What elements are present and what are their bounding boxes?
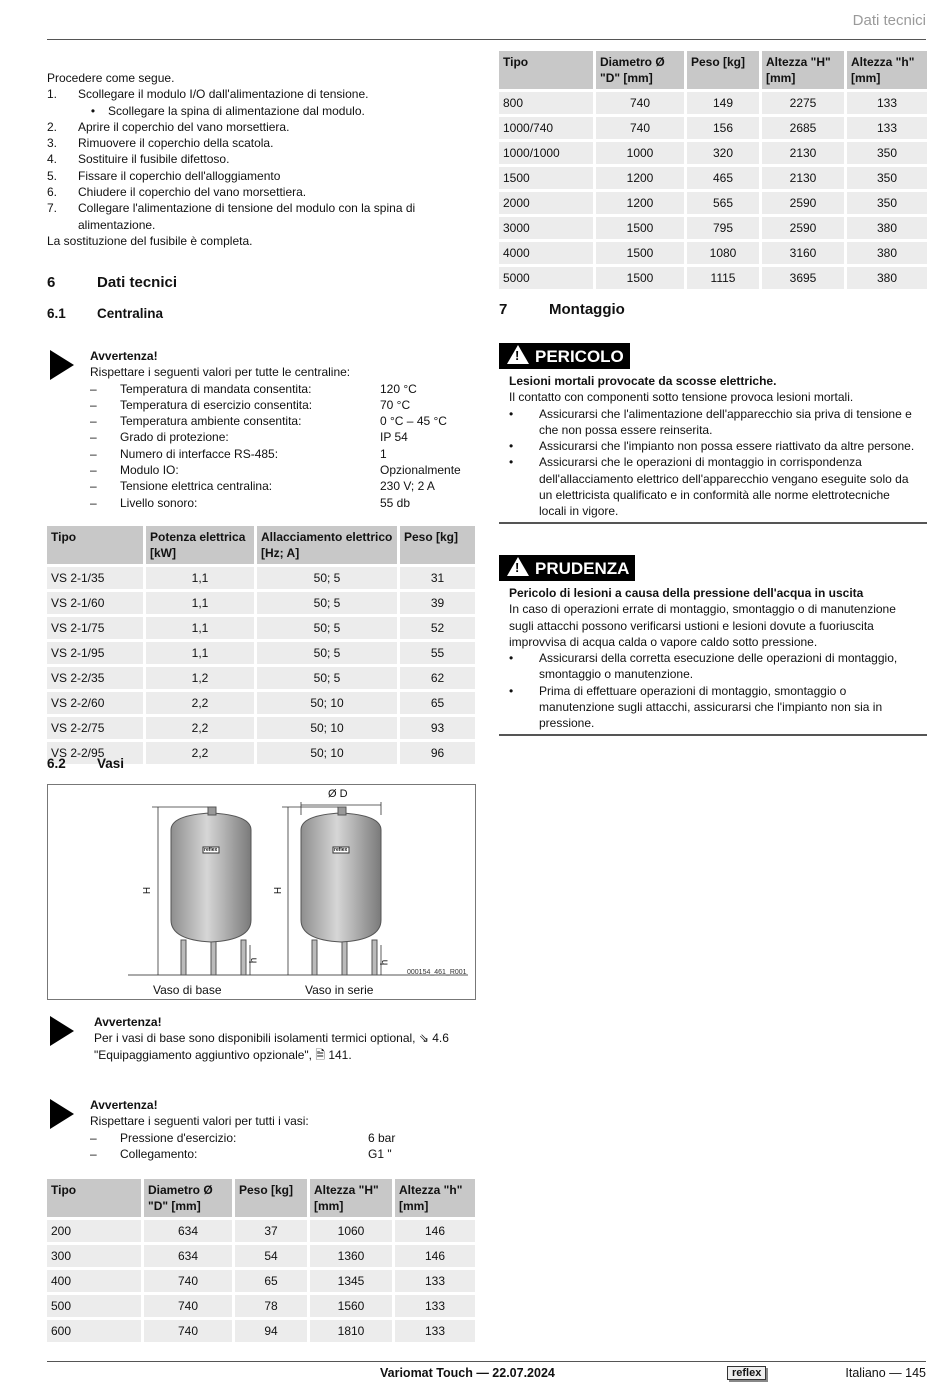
table-cell: 500 <box>47 1295 141 1317</box>
table-cell: 740 <box>144 1320 232 1342</box>
table-cell: 1500 <box>596 217 684 239</box>
table-row <box>499 92 927 114</box>
table-row <box>47 567 475 589</box>
step: 3. Rimuovere il coperchio della scatola. <box>47 136 274 151</box>
footer-page: Italiano — 145 <box>845 1366 926 1380</box>
table-cell: 1345 <box>310 1270 392 1292</box>
table-row <box>499 192 927 214</box>
procedure-steps <box>47 70 467 249</box>
table-cell: 320 <box>687 142 759 164</box>
caption-series-vessel: Vaso in serie <box>305 983 374 997</box>
step: 1. Scollegare il modulo I/O dall'alimentazione di tensione. <box>47 87 369 102</box>
table-cell: 200 <box>47 1220 141 1242</box>
dim-label-h-left: h <box>248 957 260 964</box>
table-cell: 50; 10 <box>257 692 397 714</box>
table-cell: 1560 <box>310 1295 392 1317</box>
table-row <box>47 642 475 664</box>
table-cell: 39 <box>400 592 475 614</box>
table-cell: 1500 <box>499 167 593 189</box>
table-cell: VS 2-1/95 <box>47 642 143 664</box>
step: 5. Fissare il coperchio dell'alloggiamento <box>47 168 281 183</box>
table-row <box>47 1245 475 1267</box>
danger-rule <box>499 522 927 524</box>
table-row <box>47 1220 475 1242</box>
table-cell: 50; 5 <box>257 667 397 689</box>
table-cell: 1000/740 <box>499 117 593 139</box>
table-cell: 1360 <box>310 1245 392 1267</box>
table-cell: VS 2-2/60 <box>47 692 143 714</box>
base-vessel-icon <box>152 807 251 975</box>
table-cell: 156 <box>687 117 759 139</box>
table-row <box>47 1270 475 1292</box>
table-row <box>499 217 927 239</box>
table-cell: 2130 <box>762 167 844 189</box>
step: 6. Chiudere il coperchio del vano morsettiera. <box>47 185 307 200</box>
list-item: • Prima di effettuare operazioni di montaggio, smontaggio o manutenzione sugli attacchi, assicurarsi che l'impianto non sia in pressione. <box>509 683 883 731</box>
table-cell: 133 <box>847 117 927 139</box>
procedure-intro: Procedere come segue. <box>47 71 175 85</box>
table-cell: 62 <box>400 667 475 689</box>
table-cell: 133 <box>395 1320 475 1342</box>
warning-triangle-icon: ! <box>507 557 529 576</box>
note-arrow-icon <box>50 1099 74 1129</box>
table-cell: 350 <box>847 192 927 214</box>
note-centraline: Avvertenza! Rispettare i seguenti valori per tutte le centraline: – Temperatura di mandata consentita: 120 °C – Temperatura di esercizio consentita: 70 °C – Temperatura ambiente consentita: 0 °C – 45 °C – Grado di protezione: IP 54 – Numero di interfacce RS-485: 1 – Modulo IO: Opzionalmente – Tensione elettrica centralina: 230 V; 2 A – Livello sonoro: 55 db <box>90 349 461 510</box>
table-cell: 1500 <box>596 267 684 289</box>
section-heading-6-1: 6.1 Centralina <box>47 306 164 321</box>
table-vasi-large <box>496 48 930 292</box>
substep: • Scollegare la spina di alimentazione dal modulo. <box>90 103 365 118</box>
table-cell: 55 <box>400 642 475 664</box>
caution-tag: ! PRUDENZA <box>499 555 635 581</box>
step: 4. Sostituire il fusibile difettoso. <box>47 152 230 167</box>
table-cell: 1060 <box>310 1220 392 1242</box>
section-heading-7: 7 Montaggio <box>499 301 625 318</box>
section-heading-6-2: 6.2 Vasi <box>47 756 125 771</box>
table-row <box>499 142 927 164</box>
table-cell: 3160 <box>762 242 844 264</box>
table-cell: 1,1 <box>146 567 254 589</box>
step: 7. Collegare l'alimentazione di tensione del modulo con la spina di alimentazione. <box>47 201 416 232</box>
vessel-figure <box>47 784 476 1000</box>
table-cell: VS 2-1/75 <box>47 617 143 639</box>
table-cell: 380 <box>847 217 927 239</box>
table-cell: VS 2-1/35 <box>47 567 143 589</box>
table-row <box>47 1295 475 1317</box>
footer-rule <box>47 1361 926 1362</box>
table-cell: 2685 <box>762 117 844 139</box>
note-arrow-icon <box>50 350 74 380</box>
table-cell: 2590 <box>762 217 844 239</box>
table-cell: 50; 5 <box>257 642 397 664</box>
table-cell: 2130 <box>762 142 844 164</box>
table-cell: 5000 <box>499 267 593 289</box>
table-cell: VS 2-2/75 <box>47 717 143 739</box>
table-cell: 1115 <box>687 267 759 289</box>
vessel-drawing <box>48 785 475 999</box>
table-cell: 350 <box>847 142 927 164</box>
step: 2. Aprire il coperchio del vano morsettiera. <box>47 119 290 134</box>
table-cell: 65 <box>235 1270 307 1292</box>
table-centralina <box>44 523 478 767</box>
table-cell: 740 <box>144 1270 232 1292</box>
table-cell: 93 <box>400 717 475 739</box>
footer-doc: Variomat Touch — 22.07.2024 <box>380 1366 555 1380</box>
table-cell: 3000 <box>499 217 593 239</box>
table-cell: 565 <box>687 192 759 214</box>
table-cell: 2,2 <box>146 692 254 714</box>
table-cell: 50; 5 <box>257 592 397 614</box>
table-row <box>499 117 927 139</box>
dim-label-H-left: H <box>142 886 154 895</box>
dim-label-H-right: H <box>273 886 285 895</box>
table-cell: 400 <box>47 1270 141 1292</box>
table-cell: 3695 <box>762 267 844 289</box>
table-cell: 1080 <box>687 242 759 264</box>
table-cell: 1,2 <box>146 667 254 689</box>
table-row <box>47 617 475 639</box>
header-rule <box>47 39 926 40</box>
table-header-row: Tipo Diametro Ø "D" [mm] Peso [kg] Altezza "H" [mm] Altezza "h" [mm] <box>499 51 927 89</box>
list-item: • Assicurarsi della corretta esecuzione delle operazioni di montaggio, smontaggio o manutenzione. <box>509 651 898 682</box>
table-cell: 4000 <box>499 242 593 264</box>
note-arrow-icon <box>50 1016 74 1046</box>
table-cell: 634 <box>144 1245 232 1267</box>
footer-logo: reflex <box>727 1366 766 1380</box>
table-cell: 1,1 <box>146 642 254 664</box>
table-cell: 300 <box>47 1245 141 1267</box>
running-header: Dati tecnici <box>852 12 926 29</box>
table-cell: 146 <box>395 1245 475 1267</box>
list-item: • Assicurarsi che le operazioni di montaggio in corrispondenza dell'allacciamento elettrico dell'apparecchio vengano eseguite solo da un elettricista qualificato e in conformità alle norme elettrotecniche locali in vigore. <box>509 455 909 519</box>
table-cell: 2,2 <box>146 717 254 739</box>
caution-rule <box>499 734 927 736</box>
procedure-outro: La sostituzione del fusibile è completa. <box>47 233 253 248</box>
table-cell: 50; 10 <box>257 717 397 739</box>
caution-warning: ! PRUDENZA Pericolo di lesioni a causa della pressione dell'acqua in uscita In caso di operazioni errate di montaggio, smontaggio o di manutenzione sugli attacchi possono verificarsi ustioni e lesioni dovute a fuoriuscita improvvisa di acqua calda o vapore caldo sotto pressione. • Assicurarsi della corretta esecuzione delle operazioni di montaggio, smontaggio o manutenzione. • Prima di effettuare operazioni di montaggio, smontaggio o manutenzione sugli attacchi, assicurarsi che l'impianto non sia in pressione. <box>499 555 927 736</box>
table-cell: 78 <box>235 1295 307 1317</box>
table-cell: 2590 <box>762 192 844 214</box>
table-cell: VS 2-1/60 <box>47 592 143 614</box>
table-cell: 2000 <box>499 192 593 214</box>
table-row <box>47 592 475 614</box>
table-cell: 133 <box>395 1270 475 1292</box>
table-cell: 50; 5 <box>257 567 397 589</box>
dim-label-D: Ø D <box>328 788 348 800</box>
table-cell: 1,1 <box>146 592 254 614</box>
table-cell: VS 2-2/95 <box>47 742 143 764</box>
table-cell: 1200 <box>596 167 684 189</box>
danger-tag: ! PERICOLO <box>499 343 630 369</box>
table-cell: 740 <box>144 1295 232 1317</box>
table-cell: VS 2-2/35 <box>47 667 143 689</box>
table-cell: 795 <box>687 217 759 239</box>
list-item: • Assicurarsi che l'alimentazione dell'apparecchio sia priva di tensione e che non possa essere reinserita. <box>509 406 912 437</box>
table-header-row: Tipo Diametro Ø "D" [mm] Peso [kg] Altezza "H" [mm] Altezza "h" [mm] <box>47 1179 475 1217</box>
table-cell: 52 <box>400 617 475 639</box>
table-cell: 50; 10 <box>257 742 397 764</box>
table-cell: 380 <box>847 267 927 289</box>
table-cell: 133 <box>395 1295 475 1317</box>
table-cell: 94 <box>235 1320 307 1342</box>
dim-label-h-right: h <box>379 959 391 966</box>
series-vessel-icon <box>282 802 381 975</box>
table-cell: 149 <box>687 92 759 114</box>
table-cell: 31 <box>400 567 475 589</box>
danger-warning: ! PERICOLO Lesioni mortali provocate da scosse elettriche. Il contatto con componenti sotto tensione provoca lesioni mortali. • Assicurarsi che l'alimentazione dell'apparecchio sia priva di tensione e che non possa essere reinserita. • Assicurarsi che l'impianto non possa essere riattivato da altre persone. • Assicurarsi che le operazioni di montaggio in corrispondenza dell'allacciamento elettrico dell'apparecchio vengano eseguite solo da un elettricista qualificato e in conformità alle norme elettrotecniche locali in vigore. <box>499 343 927 524</box>
warning-triangle-icon: ! <box>507 345 529 364</box>
figure-code: 000154_461_R001 <box>407 969 467 976</box>
table-cell: 1000/1000 <box>499 142 593 164</box>
table-vasi-base <box>44 1176 478 1345</box>
table-cell: 2275 <box>762 92 844 114</box>
table-cell: 54 <box>235 1245 307 1267</box>
table-cell: 2,2 <box>146 742 254 764</box>
table-cell: 740 <box>596 92 684 114</box>
table-cell: 1500 <box>596 242 684 264</box>
list-item: • Assicurarsi che l'impianto non possa essere riattivato da altre persone. <box>509 439 915 454</box>
note-vasi: Avvertenza! Rispettare i seguenti valori per tutti i vasi: – Pressione d'esercizio: 6 bar – Collegamento: G1 " <box>90 1098 396 1161</box>
tank-brand-left: reflex <box>204 847 218 853</box>
table-cell: 1200 <box>596 192 684 214</box>
table-cell: 146 <box>395 1220 475 1242</box>
table-cell: 600 <box>47 1320 141 1342</box>
table-row <box>47 692 475 714</box>
table-cell: 1000 <box>596 142 684 164</box>
table-cell: 1,1 <box>146 617 254 639</box>
table-cell: 133 <box>847 92 927 114</box>
caption-base-vessel: Vaso di base <box>153 983 222 997</box>
section-heading-6: 6 Dati tecnici <box>47 274 178 291</box>
table-row <box>47 717 475 739</box>
note-insulation: Avvertenza! Per i vasi di base sono disponibili isolamenti termici optional, ⇘ 4.6 "Equipaggiamento aggiuntivo opzionale", 🗎 141. <box>94 1015 449 1062</box>
table-header-row: Tipo Potenza elettrica [kW] Allacciamento elettrico [Hz; A] Peso [kg] <box>47 526 475 564</box>
table-cell: 350 <box>847 167 927 189</box>
table-cell: 50; 5 <box>257 617 397 639</box>
table-row <box>47 1320 475 1342</box>
table-cell: 740 <box>596 117 684 139</box>
table-cell: 634 <box>144 1220 232 1242</box>
table-cell: 800 <box>499 92 593 114</box>
table-cell: 465 <box>687 167 759 189</box>
table-cell: 96 <box>400 742 475 764</box>
table-cell: 65 <box>400 692 475 714</box>
table-cell: 37 <box>235 1220 307 1242</box>
table-row <box>47 667 475 689</box>
tank-brand-right: reflex <box>334 847 348 853</box>
table-cell: 1810 <box>310 1320 392 1342</box>
table-row <box>499 267 927 289</box>
table-row <box>499 242 927 264</box>
table-row <box>499 167 927 189</box>
table-cell: 380 <box>847 242 927 264</box>
